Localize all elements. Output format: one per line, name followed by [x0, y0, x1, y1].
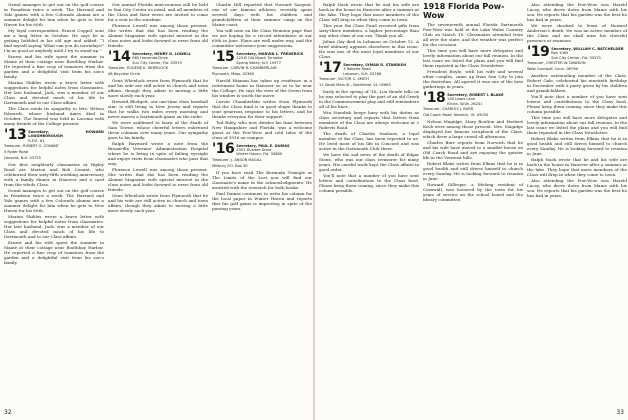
address: Sun City Center, Fla. 33570 [132, 60, 182, 65]
paragraph: Ralph Nash wrote that he and his wife are back in the house in Hanover after a summer at the lake. They hope that more members of the Class will drop in when they come to town. [319, 2, 419, 22]
paragraph: Ralph Nash wrote that he and his wife are back in the house in Hanover after a summer at the lake. They hope that more members of the Class will drop in when they come to town. [527, 156, 627, 177]
paragraph: Harold Hinman has taken up residence in a retirement home in Hanover so as to be near the College. He says the view of the Green from his window is worth the move. [212, 77, 312, 98]
treasurer: Treasurer, J. ANSON MAGILL [212, 157, 262, 162]
class-header-1918 [423, 92, 523, 106]
address: Sun City Center, Fla. 33570 [551, 55, 601, 60]
class-header-1914 [108, 51, 208, 65]
column-right-1 [319, 2, 419, 194]
secretary: Secretary, MARVIN L. FREDERICK [236, 52, 304, 56]
class-header-1916 [212, 140, 312, 157]
column-left-1 [4, 2, 104, 266]
secretary: Secretary, HENRY G. LOWELL [132, 52, 191, 56]
class-info [132, 51, 191, 65]
treasurer: Treasurer, VICTOR C. SMITH [319, 76, 369, 81]
paragraph: Julian Gay died in Lebanon on October 12. A brief obituary appears elsewhere in this issue. He was one of the most loyal members of our Class. [319, 39, 419, 59]
paragraph: The Class sends its sympathy to Mrs. Wilson Edwards, whose husband Ames died in October. The funeral was held in Laconia with many friends of the College present. [4, 106, 104, 126]
address: 2001 Dundee Drive [236, 148, 272, 153]
paragraph: Carvin Chamberlain writes from Plymouth that the Class fund is in good shape thanks to your generous response to his letters, and he thanks everyone for their support. [212, 98, 312, 119]
class-header-1913 [4, 129, 104, 143]
class-year: '13 [4, 127, 27, 143]
paragraph: Marian Shibles wrote a brave letter with suggestions for helpful notes from classmates. Her late husband, Jack, was a member of our Class and devoted much of his life to Dartmouth and to our Class affairs. [4, 213, 104, 239]
address: West Cornwall, Conn. 06796 [527, 66, 578, 71]
address: 224-B Old Nyack Turnpike [236, 56, 283, 61]
paragraph: Ernest and his wife spent the summer in Maine at their cottage near Boothbay Harbor. He reported a fine crop of tomatoes from the garden and a delightful visit from his son's family. [4, 239, 104, 265]
paragraph: Another outstanding member of the Class, Robert Gale, celebrated his ninetieth birthday in December with a party given by his children and grandchildren. [527, 72, 627, 93]
section-heading: 1918 Florida Pow-Wow [423, 2, 505, 20]
paragraph: Ernest and his wife spent the summer in Maine at their cottage near Boothbay Harbor. He reported a fine crop of tomatoes from the garden and a delightful visit from his son's family. [4, 54, 104, 79]
address: Millbury P.O. Box 30 [212, 163, 248, 168]
address: Lebanon, N.H. 03766 [343, 71, 382, 76]
paragraph: Also attending the Pow-Wow was Harold Lacey, who drove down from Maine with his son. He reports that his garden was the best he has had in years. [527, 2, 627, 22]
paragraph: This time you will have more delegates and lovely information about our fall reunion. In the last issue we listed the plans and you will find them repeated in the Class Newsletter. [423, 48, 523, 68]
paragraph: Ralph Hayward wrote a note from the Bronxville Veterans' Administration Hospital where he is living in spite of failing eyesight and enjoys visits from classmates who pass that way. [108, 140, 208, 166]
page-number: 32 [4, 409, 12, 416]
address: 11 South Main St., Northfield, Vt. 05663 [319, 82, 391, 87]
paragraph: We have the sad news of the death of Edgar Stone, who was our class treasurer for many years. His careful work kept the Class affairs in good order. [319, 151, 419, 172]
address: 965 Hacienda Drive [132, 56, 168, 61]
address: Spring Valley, N.Y. 10977 [236, 60, 282, 65]
paragraph: You will note on the Class Reunion page that we are hoping for a record attendance at our 65th in June. Plans are well under way, and the committee welcomes your suggestions. [212, 28, 312, 48]
column-right-2 [423, 2, 523, 203]
class-year: '15 [212, 49, 235, 65]
left-page [0, 0, 313, 420]
class-header-1919 [527, 46, 627, 60]
paragraph: The seventeenth annual Florida Dartmouth Pow-Wow was held at the Lake Wales Country Club on March 19. Classmates attended from all over the state, and the weather was perfect for the occasion. [423, 22, 523, 47]
secretary: Secretary, LYMAN R. STANDISH [343, 63, 407, 67]
address: Old Coach Road, Norwich, Vt. 05055 [423, 112, 489, 117]
address: 48 Bayview Circle [108, 71, 141, 76]
treasurer: Treasurer, CHESTER W. DAWSON [527, 60, 586, 65]
paragraph: You'll note that a number of you have sent letters and contributions to the Class fund. Please keep them coming, since they make this column possible. [527, 93, 627, 114]
treasurer: Treasurer, CARVIN R. CHAMBERLAIN [212, 65, 277, 70]
address: Plymouth, Mass. 02360 [212, 71, 255, 76]
address: 200 Lowis Lane [447, 97, 476, 102]
secretary: Secretary, PAUL E. DUMAS [236, 143, 290, 148]
address: 5 Ryder Road [4, 149, 28, 154]
address: Winter Haven, Fla. 33880 [236, 152, 283, 157]
column-right-3 [527, 2, 627, 199]
column-left-2 [108, 2, 208, 214]
class-info [28, 129, 104, 143]
paragraph: My loyal correspondent, Ernest Coppel, sent me a long letter in October. He says he is getting hobbled in his old age and added: “I find myself saying 'What can you do nowadays?' I'm as good as anybody until I try to stand up.” [4, 28, 104, 53]
address: 3 Roberts Road [343, 67, 371, 72]
class-header-1917 [319, 62, 419, 76]
class-year: '17 [319, 60, 342, 76]
class-info [236, 143, 289, 157]
paragraph: This time you will have more delegates and lovely information about our fall reunion. In the last issue we listed the plans and you will find them repeated in the Class Newsletter. [527, 114, 627, 135]
treasurer: Treasurer, EUGENE K. WHEELOCK [108, 65, 169, 70]
paragraph: Howard Blodgett, our one-time class baseball star, is still living in New Jersey and reports that he walks two miles every morning and never misses a Dartmouth game on the radio. [108, 98, 208, 119]
paragraph: The death of Charles Sanborn, a loyal member of the Class, has been reported to us. He lived most of his life in Concord and was active in the Dartmouth Club there. [319, 130, 419, 151]
address: Elkins, W.Va. 26241 [447, 101, 483, 106]
class-year: '14 [108, 49, 131, 65]
class-info [236, 51, 303, 65]
paragraph: Gene Wheelock wrote from Plymouth that he and his wife are still active in church and town affairs, though they admit to moving a little more slowly each year. [108, 77, 208, 98]
secretary: Secretary, WILLIAM C. BATCHELDER [551, 47, 624, 51]
class-info [343, 62, 406, 76]
paragraph: Win Standish keeps busy with his duties as class secretary and reports that letters from members of the Class are always welcome at 3 Roberts Road. [319, 109, 419, 130]
paragraph: Charles Burr reports from Norwich that he and his wife have moved to a smaller house on Old Coach Road and are enjoying the quieter life in the Vermont hills. [423, 139, 523, 160]
address: Box 1065 [551, 51, 569, 56]
treasurer: Treasurer, CHARLES J. BURR [423, 106, 474, 111]
paragraph: You'll note that a number of you have sent letters and contributions to the Class fund. Please keep them coming, since they make this column possible. [319, 172, 419, 193]
class-year: '16 [212, 140, 235, 157]
address: Harvard, N.H. 03755 [4, 155, 41, 160]
column-left-3 [212, 2, 312, 212]
paragraph: Marian Shibles wrote a brave letter with suggestions for helpful notes from classmates. Her late husband, Jack, was a member of our Class and devoted much of his life to Dartmouth and to our Class affairs. [4, 80, 104, 105]
paragraph: Robert Blake writes from Elkins that he is in good health and still drives himself to church every Sunday. He is looking forward to reunion in June. [527, 135, 627, 156]
class-header-1915 [212, 51, 312, 65]
paragraph: If you have read The Bermuda Triangle or The Limits of the Lost you will find our classmate's name in the acknowledgments. He assisted with the research for both books. [212, 169, 312, 190]
secretary: Secretary, HOWARD LOUGHBOROUGH [28, 130, 104, 139]
address: R.F.D. #1 [28, 138, 45, 143]
class-year: '18 [423, 90, 446, 106]
paragraph: Charlie Hill reported that Howard Sargent, one of our famous athletes, recently spent several days with his children and grandchildren at their summer camp on the Maine coast. [212, 2, 312, 27]
right-page [315, 0, 628, 420]
paragraph: Oswal manages to get out on the golf course in Pasadena twice a week. The Harvard and Yale games with a few Colorado alumni are a summer delight for him when he gets to New Haven for his 60th. [4, 2, 104, 27]
paragraph: Robert Blake writes from Elkins that he is in good health and still drives himself to church every Sunday. He is looking forward to reunion in June. [423, 160, 523, 181]
paragraph: President Boyle, with his wife and several other couples, came up from Sun City to join the festivities. All agreed it was one of the best gatherings in years. [423, 69, 523, 89]
secretary: Secretary, ROBERT I. BLAKE [447, 93, 504, 97]
paragraph: Our annual Florida mini-reunion will be held in Sun City Center as usual, and all members of the Class and their wives are invited to come for a visit in the sunshine. [108, 2, 208, 22]
paragraph: Gene Wheelock wrote from Plymouth that he and his wife are still active in church and town affairs, though they admit to moving a little more slowly each year. [108, 192, 208, 213]
paragraph: Also attending the Pow-Wow was Harold Lacey, who drove down from Maine with his son. He reports that his garden was the best he has had in years. [527, 177, 627, 198]
treasurer: Treasurer, ROBERT O. CONANT [4, 143, 59, 148]
class-info [447, 92, 503, 106]
paragraph: Ted Riley, who now divides his time between New Hampshire and Florida, was a welcome guest at the Pow-Wow and told tales of the class of 1916 on campus. [212, 119, 312, 140]
paragraph: We were saddened to learn of the death of Sam Towne, whose cheerful letters enlivened these columns over many years. Our sympathy goes to his family. [108, 119, 208, 140]
paragraph: This year the Class Fund received gifts from sixty-three members, a higher percentage than any other class of our era. Thank you all. [319, 23, 419, 38]
paragraph: Oswal manages to get out on the golf course in Pasadena twice a week. The Harvard and Yale games with a few Colorado alumni are a summer delight for him when he gets to New Haven for his 60th. [4, 187, 104, 213]
class-info [551, 46, 623, 60]
paragraph: Paul Dumas continues to write his column for the local paper in Winter Haven and reports that his golf game is improving in spite of the passing years. [212, 190, 312, 211]
paragraph: Florence Lowell was among those present. She writes that she has been reading the Alumni Magazine with special interest in the class notes and looks forward to news from old friends. [108, 166, 208, 192]
paragraph: Early in the spring of '16, Lou Rende tells us he was selected to play the part of an old Greek in the Commencement play and still remembers all of his lines. [319, 88, 419, 109]
page-number: 33 [616, 409, 624, 416]
paragraph: We were shocked to learn of Howard Anderson's death. He was an active member of the Class and we shall miss his cheerful presence at reunions. [527, 23, 627, 43]
paragraph: Florence Lowell was among those present. She writes that she has been reading the Alumni Magazine with special interest in the class notes and looks forward to news from old friends. [108, 23, 208, 48]
class-year: '19 [527, 44, 550, 60]
paragraph: Our first neighborly classmates at Ripley Road are Marion and Bob Conant, who celebrated their sixty-fifth wedding anniversary with a family dinner in Hanover and a card from the whole Class. [4, 161, 104, 187]
paragraph: Howard Gillespie, a lifelong resident of Cornwall, was honored by the town for his years of service on the school board and the library committee. [423, 181, 523, 202]
paragraph: Nelson Magidge, Mary Boulton and Herbert Kesh were among those present. Mrs. Magidge displayed her famous scrapbook of the Class, which drew a large crowd all afternoon. [423, 118, 523, 139]
